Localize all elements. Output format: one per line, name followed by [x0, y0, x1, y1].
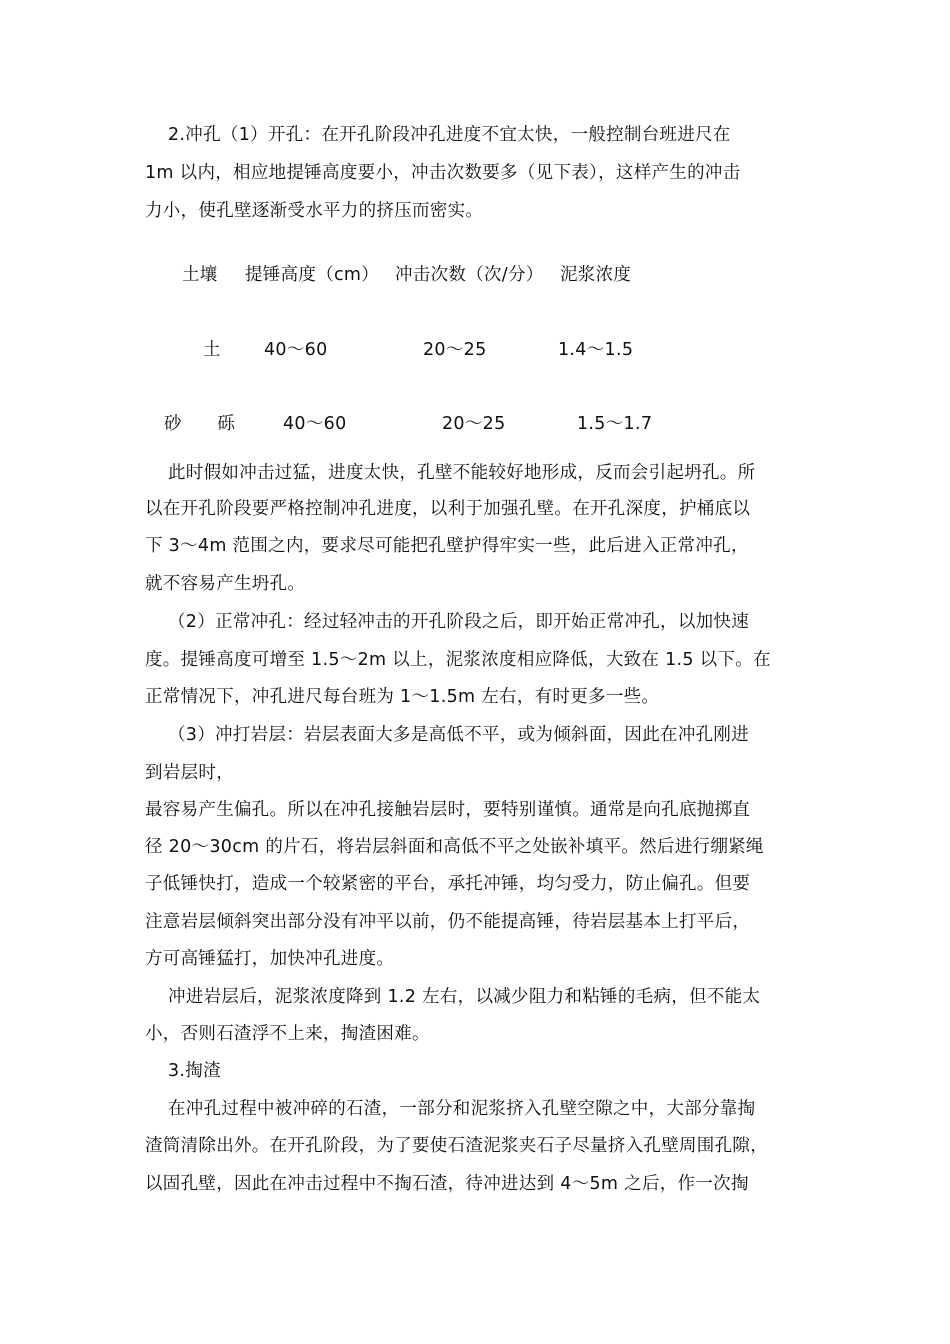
- table-header-strikes: 冲击次数（次/分）: [395, 265, 544, 285]
- paragraph-line: 在冲孔过程中被冲碎的石渣，一部分和泥浆挤入孔壁空隙之中，大部分靠掏: [168, 1099, 756, 1119]
- table-cell-soil: 砂 砾: [164, 414, 236, 434]
- paragraph-line: 2.冲孔（1）开孔：在开孔阶段冲孔进度不宜太快，一般控制台班进尺在: [168, 125, 731, 145]
- paragraph-line: 度。提锤高度可增至 1.5～2m 以上，泥浆浓度相应降低，大致在 1.5 以下。在: [145, 650, 771, 670]
- paragraph-line: 此时假如冲击过猛，进度太快，孔壁不能较好地形成，反而会引起坍孔。所: [168, 463, 756, 483]
- paragraph-line: 以在开孔阶段要严格控制冲孔进度，以利于加强孔壁。在开孔深度，护桶底以: [145, 499, 751, 519]
- table-cell-density: 1.5～1.7: [577, 414, 653, 434]
- paragraph-line: 渣筒清除出外。在开孔阶段，为了要使石渣泥浆夹石子尽量挤入孔壁周围孔隙，: [145, 1136, 768, 1156]
- paragraph-line: 以固孔壁，因此在冲击过程中不掏石渣，待冲进达到 4～5m 之后，作一次掏: [145, 1174, 749, 1194]
- table-cell-strikes: 20～25: [423, 340, 487, 360]
- table-header-density: 泥浆浓度: [560, 265, 632, 285]
- paragraph-line: 正常情况下，冲孔进尺每台班为 1～1.5m 左右，有时更多一些。: [145, 687, 660, 707]
- paragraph-line: 就不容易产生坍孔。: [145, 574, 306, 594]
- paragraph-line: 力小，使孔壁逐渐受水平力的挤压而密实。: [145, 201, 484, 221]
- table-header-height: 提锤高度（cm）: [245, 265, 380, 285]
- table-cell-height: 40～60: [283, 414, 347, 434]
- table-cell-height: 40～60: [264, 340, 328, 360]
- table-cell-soil: 土: [203, 340, 221, 360]
- table-cell-density: 1.4～1.5: [558, 340, 634, 360]
- paragraph-line: 小，否则石渣浮不上来，掏渣困难。: [145, 1024, 430, 1044]
- paragraph-line: 最容易产生偏孔。所以在冲孔接触岩层时，要特别谨慎。通常是向孔底抛掷直: [145, 800, 751, 820]
- table-header-soil: 土壤: [182, 265, 218, 285]
- paragraph-line: 1m 以内，相应地提锤高度要小，冲击次数要多（见下表），这样产生的冲击: [145, 163, 741, 183]
- paragraph-line: 冲进岩层后，泥浆浓度降到 1.2 左右，以减少阻力和粘锤的毛病，但不能太: [168, 987, 761, 1007]
- paragraph-line: 下 3～4m 范围之内，要求尽可能把孔壁护得牢实一些，此后进入正常冲孔，: [145, 536, 749, 556]
- paragraph-line: （2）正常冲孔：经过轻冲击的开孔阶段之后，即开始正常冲孔，以加快速: [168, 612, 750, 632]
- paragraph-line: 子低锤快打，造成一个较紧密的平台，承托冲锤，均匀受力，防止偏孔。但要: [145, 874, 751, 894]
- section-heading: 3.掏渣: [168, 1061, 221, 1081]
- table-cell-strikes: 20～25: [442, 414, 506, 434]
- paragraph-line: 方可高锤猛打，加快冲孔进度。: [145, 949, 395, 969]
- paragraph-line: 注意岩层倾斜突出部分没有冲平以前，仍不能提高锤，待岩层基本上打平后，: [145, 912, 751, 932]
- paragraph-line: （3）冲打岩层：岩层表面大多是高低不平，或为倾斜面，因此在冲孔刚进: [168, 725, 750, 745]
- paragraph-line: 到岩层时，: [145, 763, 234, 783]
- paragraph-line: 径 20～30cm 的片石，将岩层斜面和高低不平之处嵌补填平。然后进行绷紧绳: [145, 837, 764, 857]
